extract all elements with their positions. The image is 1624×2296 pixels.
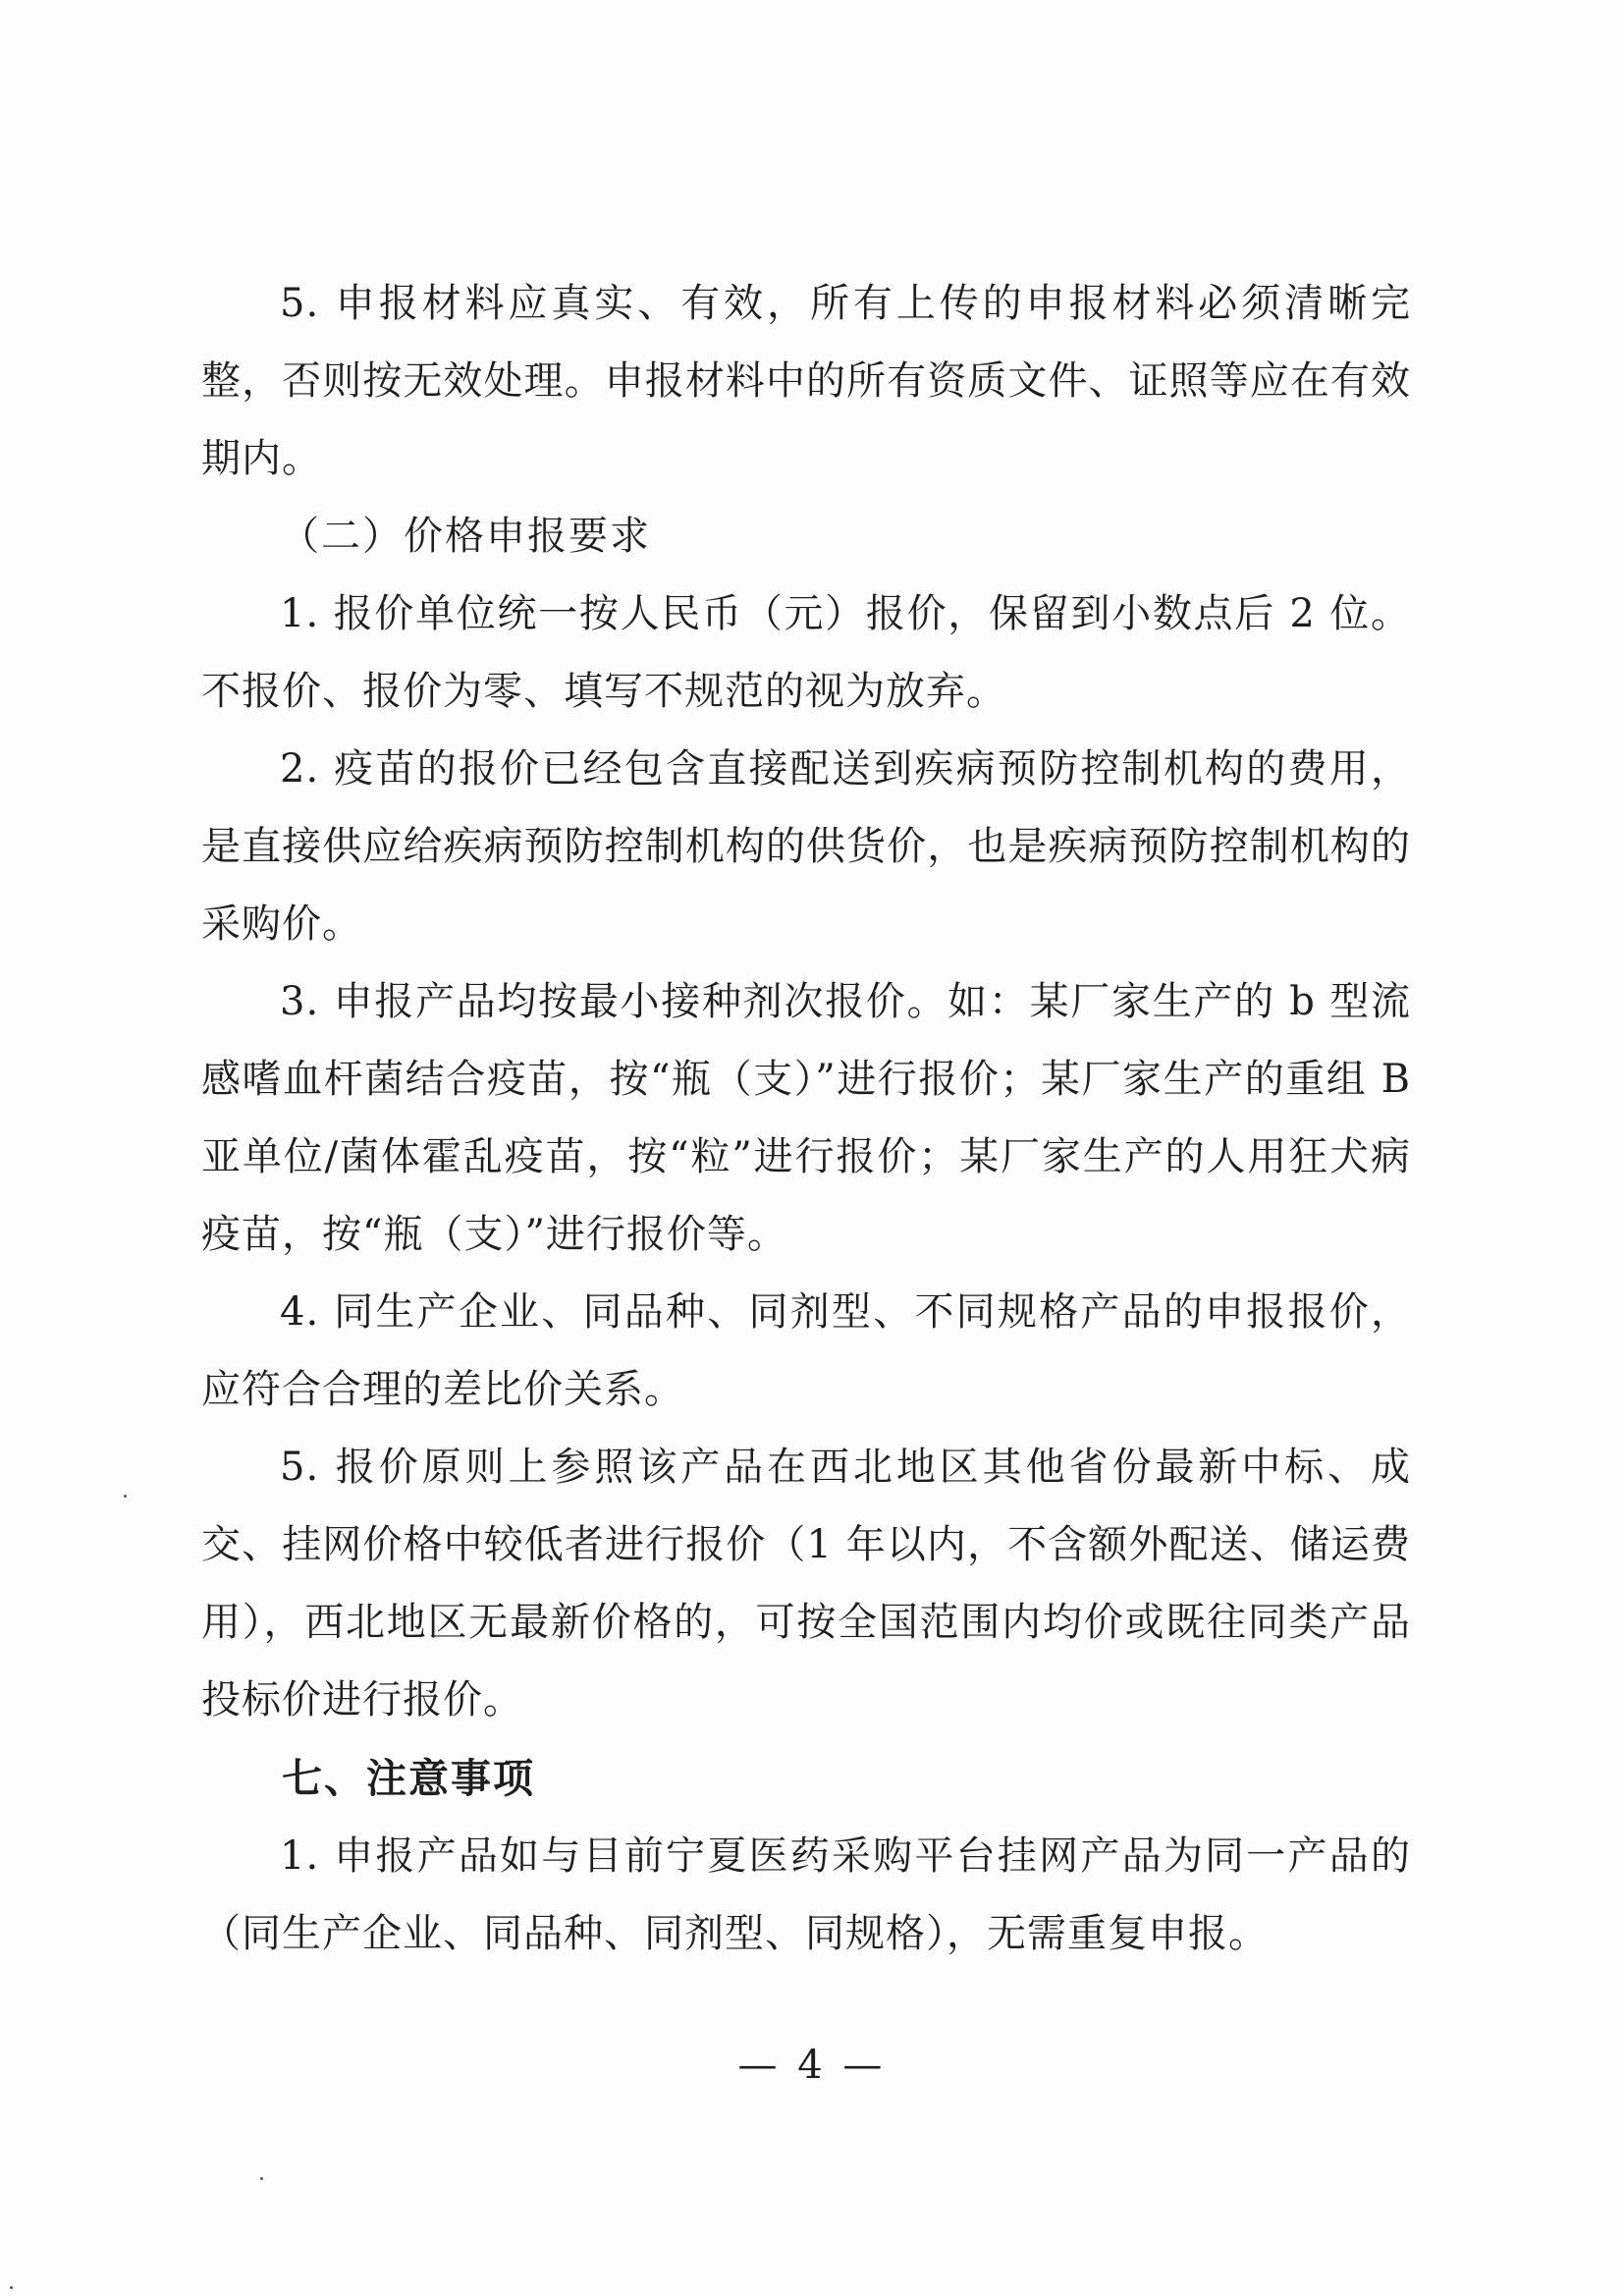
scan-speck: [260, 2177, 263, 2180]
scan-speck: [10, 2286, 13, 2289]
price-item-2: 2. 疫苗的报价已经包含直接配送到疾病预防控制机构的费用，是直接供应给疾病预防控制机构的供货价，也是疾病预防控制机构的采购价。: [201, 746, 1411, 947]
paragraph-materials-5: 5. 申报材料应真实、有效，所有上传的申报材料必须清晰完整，否则按无效处理。申报材料中的所有资质文件、证照等应在有效期内。: [201, 281, 1411, 481]
section-heading-price-requirements: （二）价格申报要求: [280, 514, 651, 559]
price-item-1: 1. 报价单位统一按人民币（元）报价，保留到小数点后 2 位。不报价、报价为零、填写不规范的视为放弃。: [201, 591, 1411, 714]
price-item-3: 3. 申报产品均按最小接种剂次报价。如：某厂家生产的 b 型流感嗜血杆菌结合疫苗，按“瓶（支）”进行报价；某厂家生产的重组 B 亚单位/菌体霍乱疫苗，按“粒”进行报价；某厂家生产的人用狂犬病疫苗，按“瓶（支）”进行报价等。: [201, 979, 1411, 1257]
price-item-4: 4. 同生产企业、同品种、同剂型、不同规格产品的申报报价，应符合合理的差比价关系。: [201, 1289, 1411, 1412]
document-body: [201, 265, 1411, 1973]
scan-speck: [124, 1495, 127, 1498]
notes-item-1: 1. 申报产品如与目前宁夏医药采购平台挂网产品为同一产品的（同生产企业、同品种、同剂型、同规格），无需重复申报。: [201, 1833, 1411, 1956]
section-heading-notes: 七、注意事项: [282, 1755, 535, 1802]
page-number: — 4 —: [737, 2043, 887, 2088]
price-item-5: 5. 报价原则上参照该产品在西北地区其他省份最新中标、成交、挂网价格中较低者进行报价（1 年以内，不含额外配送、储运费用），西北地区无最新价格的，可按全国范围内均价或既往同类产品投标价进行报价。: [201, 1445, 1411, 1722]
